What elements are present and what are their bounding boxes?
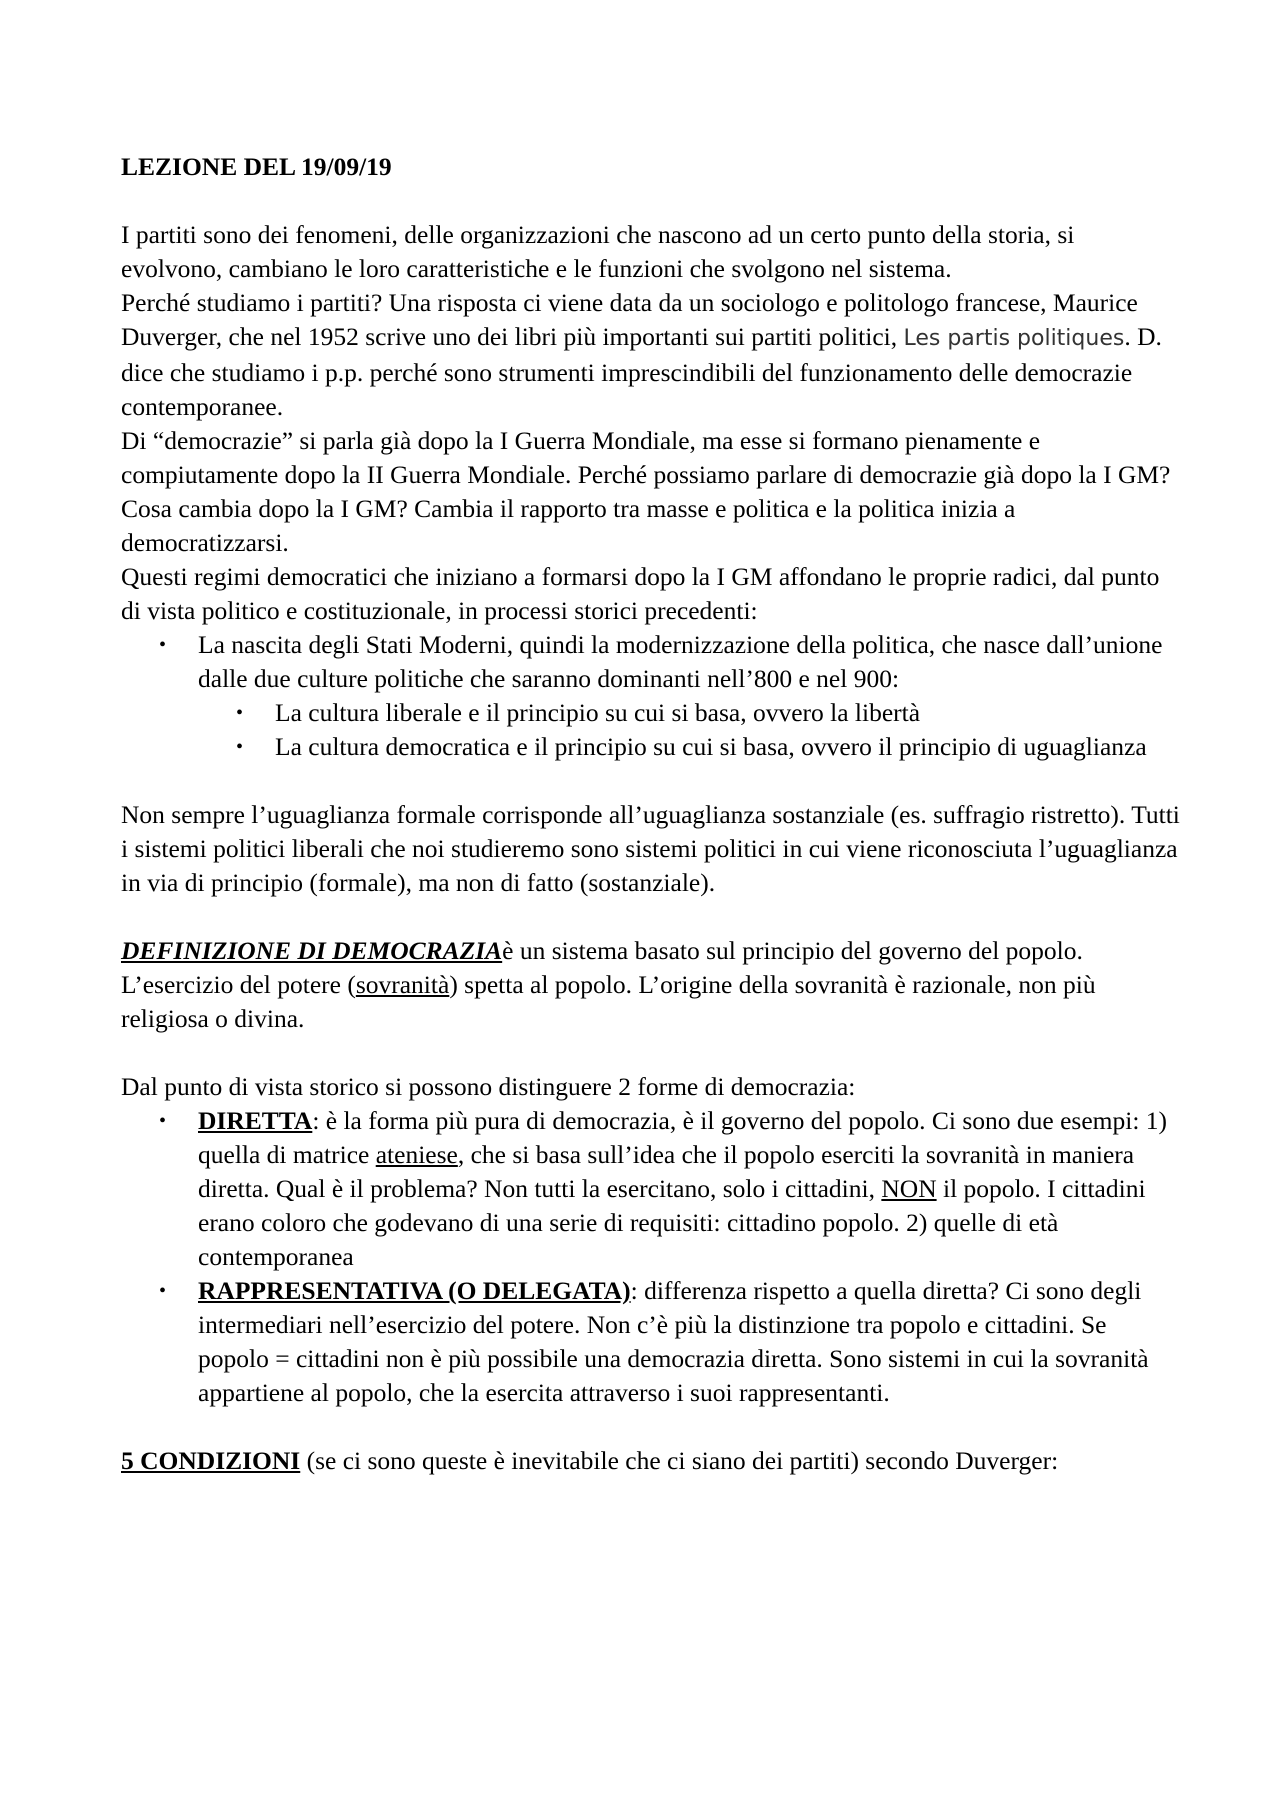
lesson-heading: LEZIONE DEL 19/09/19	[121, 152, 392, 181]
democracy-forms-list	[121, 1104, 1181, 1410]
paragraph-definition	[121, 934, 1181, 1036]
paragraph-equality: Non sempre l’uguaglianza formale corrisponde all’uguaglianza sostanziale (es. suffragio ristretto). Tutti i sistemi politici liberali che noi studieremo sono sistemi politici in cui viene riconosciuta l’uguaglianza in via di principio (formale), ma non di fatto (sostanziale).	[121, 800, 1180, 897]
cultures-sublist	[121, 696, 1181, 764]
text: . D. dice che studiamo i p.p. perché sono strumenti imprescindibili del funzionamento delle democrazie contemporanee.	[121, 322, 1162, 421]
conditions-label: 5 CONDIZIONI	[121, 1446, 301, 1475]
paragraph-regimes: Questi regimi democratici che iniziano a formarsi dopo la I GM affondano le proprie radici, dal punto di vista politico e costituzionale, in processi storici precedenti:	[121, 562, 1160, 625]
list-item-direct	[121, 1104, 1181, 1274]
sublist-item: • La cultura democratica e il principio su cui si basa, ovvero il principio di uguaglianza	[121, 730, 1181, 764]
document-page	[121, 150, 1181, 1478]
text: : è la forma più pura di democrazia, è il governo del popolo. Ci sono due esempi: 1) quella di matrice	[198, 1106, 1168, 1169]
processes-list	[121, 628, 1181, 764]
representative-label: RAPPRESENTATIVA (O DELEGATA)	[198, 1276, 631, 1305]
list-item-text: La nascita degli Stati Moderni, quindi la modernizzazione della politica, che nasce dall’unione dalle due culture politiche che saranno dominanti nell’800 e nel 900:	[198, 630, 1163, 693]
paragraph-forms: Dal punto di vista storico si possono distinguere 2 forme di democrazia:	[121, 1072, 856, 1101]
paragraph-intro: I partiti sono dei fenomeni, delle organizzazioni che nascono ad un certo punto della storia, si evolvono, cambiano le loro caratteristiche e le funzioni che svolgono nel sistema.	[121, 220, 1075, 283]
text: ) spetta al popolo. L’origine della sovranità è razionale, non più religiosa o divina.	[121, 970, 1096, 1033]
text: è un sistema basato sul principio del governo del popolo. L’esercizio del potere (	[121, 936, 1083, 999]
text: : differenza rispetto a quella diretta? Ci sono degli intermediari nell’esercizio del potere. Non c’è più la distinzione tra popolo e cittadini. Se popolo = cittadini non è più possibile una democrazia diretta. Sono sistemi in cui la sovranità appartiene al popolo, che la esercita attraverso i suoi rappresentanti.	[198, 1276, 1149, 1407]
paragraph-why-parties	[121, 286, 1181, 424]
list-item-representative	[121, 1274, 1181, 1410]
underlined-term: sovranità	[355, 970, 450, 999]
definition-label: DEFINIZIONE DI DEMOCRAZIA	[121, 936, 503, 965]
text: il popolo. I cittadini erano coloro che godevano di una serie di requisiti: cittadino popolo. 2) quelle di età contemporanea	[198, 1174, 1146, 1271]
underlined-term: ateniese	[375, 1140, 458, 1169]
underlined-term: NON	[881, 1174, 937, 1203]
text: Perché studiamo i partiti? Una risposta ci viene data da un sociologo e politologo francese, Maurice Duverger, che nel 1952 scrive uno dei libri più importanti sui partiti politici,	[121, 288, 1138, 351]
paragraph-conditions	[121, 1444, 1181, 1478]
text: (se ci sono queste è inevitabile che ci siano dei partiti) secondo Duverger:	[300, 1446, 1059, 1475]
direct-label: DIRETTA	[198, 1106, 313, 1135]
text: , che si basa sull’idea che il popolo eserciti la sovranità in maniera diretta. Qual è il problema? Non tutti la esercitano, solo i cittadini,	[198, 1140, 1135, 1203]
list-item	[121, 628, 1181, 764]
sublist-item: • La cultura liberale e il principio su cui si basa, ovvero la libertà	[121, 696, 1181, 730]
book-title: Les partis politiques	[903, 326, 1125, 351]
paragraph-democracies: Di “democrazie” si parla già dopo la I Guerra Mondiale, ma esse si formano pienamente e compiutamente dopo la II Guerra Mondiale. Perché possiamo parlare di democrazie già dopo la I GM? Cosa cambia dopo la I GM? Cambia il rapporto tra masse e politica e la politica inizia a democratizzarsi.	[121, 426, 1171, 557]
